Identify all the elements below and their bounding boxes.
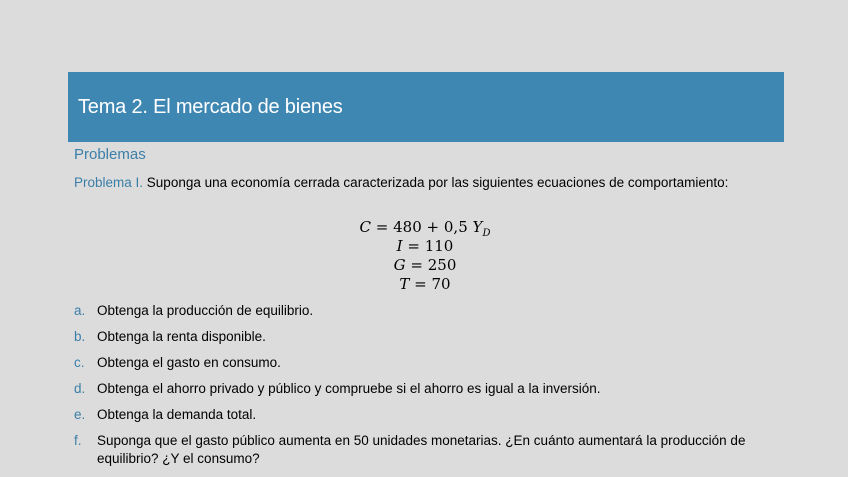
equations-block	[300, 218, 550, 294]
list-marker: b.	[74, 329, 86, 344]
equation-coefficient: 0,5	[443, 218, 468, 236]
question-item-f	[74, 432, 794, 468]
question-list	[74, 302, 794, 476]
equation-lhs: I	[396, 237, 403, 255]
question-text: Obtenga la producción de equilibrio.	[97, 303, 314, 318]
slide-title-bar	[68, 72, 784, 142]
equation-lhs: G	[393, 256, 406, 274]
question-item-c	[74, 354, 794, 372]
equation-lhs: T	[399, 275, 410, 293]
problem-intro-text: Suponga una economía cerrada caracterizada por las siguientes ecuaciones de comportamiento:	[146, 175, 729, 190]
equation-government-spending: G = 250	[393, 256, 457, 274]
problem-label: Problema I.	[74, 175, 144, 190]
equation-value: 70	[431, 275, 451, 293]
problem-statement	[74, 175, 794, 190]
question-item-a	[74, 302, 794, 320]
equation-constant: 480	[393, 218, 422, 236]
equation-lhs: C	[359, 218, 371, 236]
question-text: Obtenga el gasto en consumo.	[97, 355, 281, 370]
section-subtitle: Problemas	[74, 146, 146, 163]
list-marker: e.	[74, 407, 86, 422]
list-marker: d.	[74, 381, 86, 396]
question-text: Obtenga la renta disponible.	[97, 329, 266, 344]
equation-value: 250	[427, 256, 457, 274]
list-marker: a.	[74, 303, 86, 318]
equation-variable: Y	[472, 218, 483, 236]
equation-consumption: C = 480 + 0,5 $Y_D$	[359, 218, 491, 239]
list-marker: f.	[74, 433, 82, 448]
question-text: Obtenga la demanda total.	[97, 407, 257, 422]
list-marker: c.	[74, 355, 85, 370]
equation-subscript: D	[482, 228, 491, 239]
question-item-b	[74, 328, 794, 346]
question-item-e	[74, 406, 794, 424]
slide-title: Tema 2. El mercado de bienes	[78, 95, 343, 118]
question-item-d	[74, 380, 794, 398]
equation-investment: I = 110	[396, 237, 454, 255]
question-text: Suponga que el gasto público aumenta en 50 unidades monetarias. ¿En cuánto aumentará la producción de equilibrio? ¿Y el consumo?	[97, 433, 746, 466]
equation-taxes: T = 70	[399, 275, 451, 293]
question-text: Obtenga el ahorro privado y público y compruebe si el ahorro es igual a la inversión.	[97, 381, 601, 396]
equation-value: 110	[424, 237, 454, 255]
